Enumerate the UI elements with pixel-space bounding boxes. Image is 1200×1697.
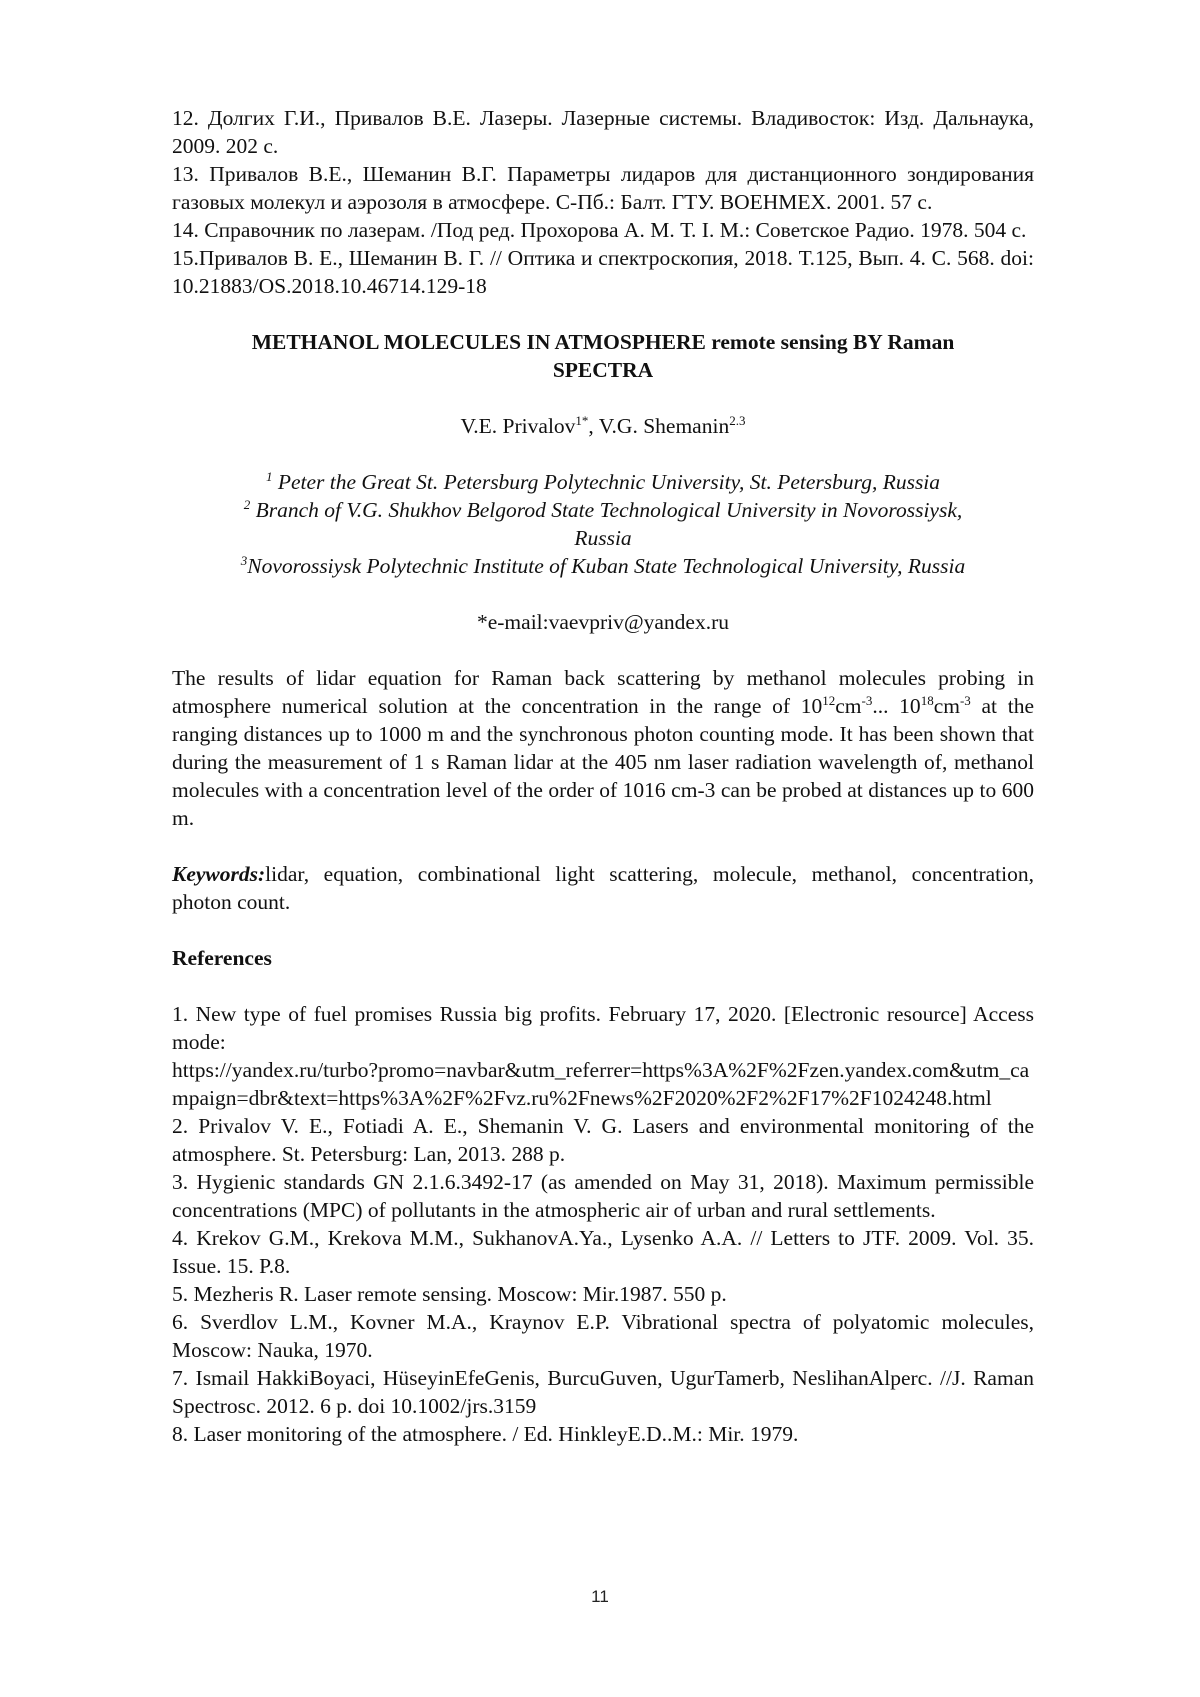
- keywords: [172, 860, 1034, 916]
- affiliation-1-text: Peter the Great St. Petersburg Polytechnic University, St. Petersburg, Russia: [272, 470, 940, 494]
- reference-item: 14. Справочник по лазерам. /Под ред. Прохорова А. М. Т. I. М.: Советское Радио. 1978. 504 с.: [172, 216, 1034, 244]
- affiliation-2-number: 2: [244, 497, 251, 512]
- reference-item: 4. Krekov G.M., Krekova M.M., SukhanovA.Ya., Lysenko A.A. // Letters to JTF. 2009. Vol. 35. Issue. 15. P.8.: [172, 1224, 1034, 1280]
- affiliation-3-number: 3: [241, 553, 248, 568]
- exponent: 12: [822, 693, 835, 708]
- exponent: 18: [921, 693, 934, 708]
- reference-item: 3. Hygienic standards GN 2.1.6.3492-17 (as amended on May 31, 2018). Maximum permissible concentrations (MPC) of pollutants in the atmospheric air of urban and rural settlements.: [172, 1168, 1034, 1224]
- reference-item: 6. Sverdlov L.M., Kovner M.A., Kraynov E.P. Vibrational spectra of polyatomic molecules, Moscow: Nauka, 1970.: [172, 1308, 1034, 1364]
- author-1: V.E. Privalov: [461, 414, 576, 438]
- abstract-text: ... 10: [872, 694, 920, 718]
- reference-item: 15.Привалов В. Е., Шеманин В. Г. // Оптика и спектроскопия, 2018. Т.125, Вып. 4. С. 568. doi: 10.21883/OS.2018.10.46714.129-18: [172, 244, 1034, 300]
- previous-references: [172, 104, 1034, 300]
- affiliations: [172, 468, 1034, 580]
- keywords-text: lidar, equation, combinational light scattering, molecule, methanol, concentration, photon count.: [172, 862, 1034, 914]
- reference-item: 2. Privalov V. E., Fotiadi A. E., Shemanin V. G. Lasers and environmental monitoring of the atmosphere. St. Petersburg: Lan, 2013. 288 p.: [172, 1112, 1034, 1168]
- affiliation-3: [172, 552, 1034, 580]
- reference-item: 7. Ismail HakkiBoyaci, HüseyinEfeGenis, BurcuGuven, UgurTamerb, NeslihanAlperc. //J. Raman Spectrosc. 2012. 6 p. doi 10.1002/jrs.3159: [172, 1364, 1034, 1420]
- reference-item: 8. Laser monitoring of the atmosphere. / Ed. HinkleyE.D..M.: Mir. 1979.: [172, 1420, 1034, 1448]
- paper-title-line1: METHANOL MOLECULES IN ATMOSPHERE remote sensing BY Raman: [172, 328, 1034, 356]
- abstract: [172, 664, 1034, 832]
- reference-item: 5. Mezheris R. Laser remote sensing. Moscow: Mir.1987. 550 p.: [172, 1280, 1034, 1308]
- document-page: [172, 104, 1034, 1448]
- paper-title: [172, 328, 1034, 384]
- contact-email: *e-mail:vaevpriv@yandex.ru: [172, 608, 1034, 636]
- affiliation-2: [172, 496, 1034, 524]
- abstract-text: cm: [835, 694, 861, 718]
- author-2-affiliation-mark: 2.3: [729, 413, 745, 428]
- reference-item: 1. New type of fuel promises Russia big profits. February 17, 2020. [Electronic resource] Access mode:: [172, 1000, 1034, 1056]
- abstract-text: cm: [934, 694, 960, 718]
- authors-line: [172, 412, 1034, 440]
- page-number: 11: [0, 1587, 1200, 1607]
- keywords-label: Keywords:: [172, 862, 265, 886]
- paper-title-line2: SPECTRA: [172, 356, 1034, 384]
- author-separator: ,: [588, 414, 598, 438]
- reference-item: 13. Привалов В.Е., Шеманин В.Г. Параметры лидаров для дистанционного зондирования газовых молекул и аэрозоля в атмосфере. С-Пб.: Балт. ГТУ. ВОЕНМЕХ. 2001. 57 с.: [172, 160, 1034, 216]
- abstract-text: The results of lidar equation for Raman back scattering by methanol molecules probing in atmosphere numerical solution at the concentration in the range of 10: [172, 666, 1034, 718]
- abstract-text: at the ranging distances up to 1000 m and the synchronous photon counting mode. It has been shown that during the measurement of 1 s Raman lidar at the 405 nm laser radiation wavelength of, methanol molecules with a concentration level of the order of 1016 cm-3 can be probed at distances up to 600 m.: [172, 694, 1034, 830]
- references-list: [172, 1000, 1034, 1448]
- affiliation-3-text: Novorossiysk Polytechnic Institute of Kuban State Technological University, Russia: [247, 554, 965, 578]
- references-heading: References: [172, 944, 1034, 972]
- reference-url: https://yandex.ru/turbo?promo=navbar&utm_referrer=https%3A%2F%2Fzen.yandex.com&utm_campaign=dbr&text=https%3A%2F%2Fvz.ru%2Fnews%2F2020%2F2%2F17%2F1024248.html: [172, 1056, 1034, 1112]
- exponent: -3: [960, 693, 971, 708]
- affiliation-2-continued: Russia: [172, 524, 1034, 552]
- reference-item: 12. Долгих Г.И., Привалов В.Е. Лазеры. Лазерные системы. Владивосток: Изд. Дальнаука, 2009. 202 с.: [172, 104, 1034, 160]
- exponent: -3: [862, 693, 873, 708]
- affiliation-1-number: 1: [266, 469, 273, 484]
- author-1-affiliation-mark: 1*: [575, 413, 588, 428]
- author-2: V.G. Shemanin: [599, 414, 729, 438]
- affiliation-1: [172, 468, 1034, 496]
- affiliation-2-text: Branch of V.G. Shukhov Belgorod State Technological University in Novorossiysk,: [250, 498, 962, 522]
